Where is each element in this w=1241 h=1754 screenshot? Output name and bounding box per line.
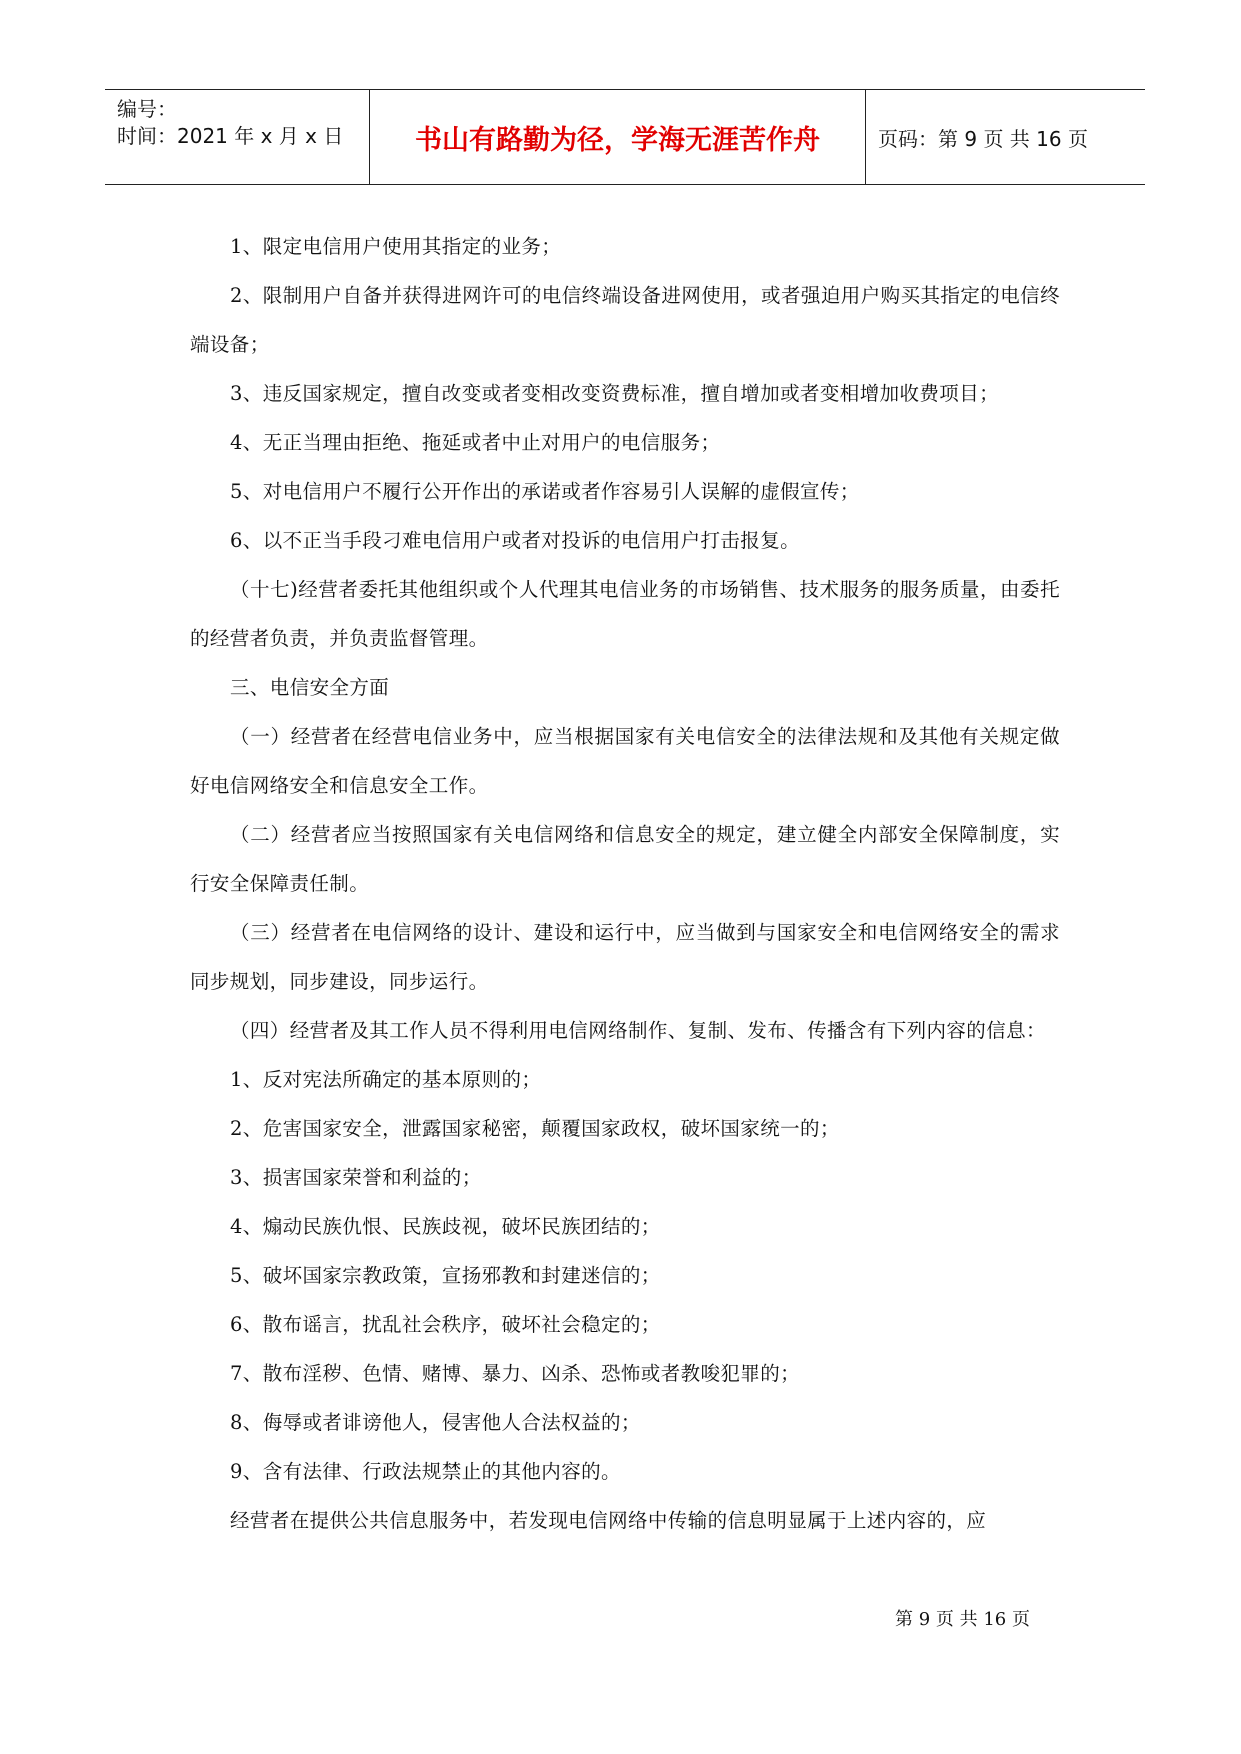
- paragraph: 4、无正当理由拒绝、拖延或者中止对用户的电信服务；: [230, 431, 721, 454]
- paragraph: 3、损害国家荣誉和利益的；: [230, 1166, 482, 1189]
- paragraph: 9、含有法律、行政法规禁止的其他内容的。: [230, 1460, 621, 1483]
- page-footer: 第 9 页 共 16 页: [895, 1609, 1030, 1630]
- paragraph: 8、侮辱或者诽谤他人，侵害他人合法权益的；: [230, 1411, 641, 1434]
- document-time-label: 时间：2021 年 x 月 x 日: [117, 124, 344, 148]
- paragraph: 5、破坏国家宗教政策，宣扬邪教和封建迷信的；: [230, 1264, 661, 1287]
- document-body: [190, 222, 1060, 1545]
- paragraph: （十七)经营者委托其他组织或个人代理其电信业务的市场销售、技术服务的服务质量，由委托的经营者负责，并负责监督管理。: [190, 578, 1060, 650]
- paragraph: 经营者在提供公共信息服务中，若发现电信网络中传输的信息明显属于上述内容的，应: [230, 1509, 987, 1532]
- paragraph: 6、散布谣言，扰乱社会秩序，破坏社会稳定的；: [230, 1313, 661, 1336]
- header-meta-cell: [105, 90, 370, 184]
- header-page-cell: [866, 90, 1145, 184]
- page-header: [105, 89, 1145, 185]
- paragraph: 2、危害国家安全，泄露国家秘密，颠覆国家政权，破坏国家统一的；: [230, 1117, 840, 1140]
- section-heading: 三、电信安全方面: [230, 676, 390, 699]
- paragraph: 1、反对宪法所确定的基本原则的；: [230, 1068, 542, 1091]
- paragraph: 2、限制用户自备并获得进网许可的电信终端设备进网使用，或者强迫用户购买其指定的电信终端设备；: [190, 284, 1060, 356]
- paragraph: （四）经营者及其工作人员不得利用电信网络制作、复制、发布、传播含有下列内容的信息：: [230, 1019, 1046, 1042]
- paragraph: （一）经营者在经营电信业务中，应当根据国家有关电信安全的法律法规和及其他有关规定做好电信网络安全和信息安全工作。: [190, 725, 1060, 797]
- paragraph: 3、违反国家规定，擅自改变或者变相改变资费标准，擅自增加或者变相增加收费项目；: [230, 382, 1000, 405]
- paragraph: （三）经营者在电信网络的设计、建设和运行中，应当做到与国家安全和电信网络安全的需求同步规划，同步建设，同步运行。: [190, 921, 1060, 993]
- paragraph: 6、以不正当手段刁难电信用户或者对投诉的电信用户打击报复。: [230, 529, 801, 552]
- paragraph: 5、对电信用户不履行公开作出的承诺或者作容易引人误解的虚假宣传；: [230, 480, 860, 503]
- paragraph: 4、煽动民族仇恨、民族歧视，破坏民族团结的；: [230, 1215, 661, 1238]
- paragraph: 1、限定电信用户使用其指定的业务；: [230, 235, 562, 258]
- document-number-label: 编号：: [117, 97, 177, 121]
- header-motto: 书山有路勤为径，学海无涯苦作舟: [415, 125, 820, 156]
- header-motto-cell: [370, 90, 866, 184]
- header-page-info: 页码：第 9 页 共 16 页: [878, 127, 1088, 151]
- paragraph: （二）经营者应当按照国家有关电信网络和信息安全的规定，建立健全内部安全保障制度，实行安全保障责任制。: [190, 823, 1060, 895]
- paragraph: 7、散布淫秽、色情、赌博、暴力、凶杀、恐怖或者教唆犯罪的；: [230, 1362, 801, 1385]
